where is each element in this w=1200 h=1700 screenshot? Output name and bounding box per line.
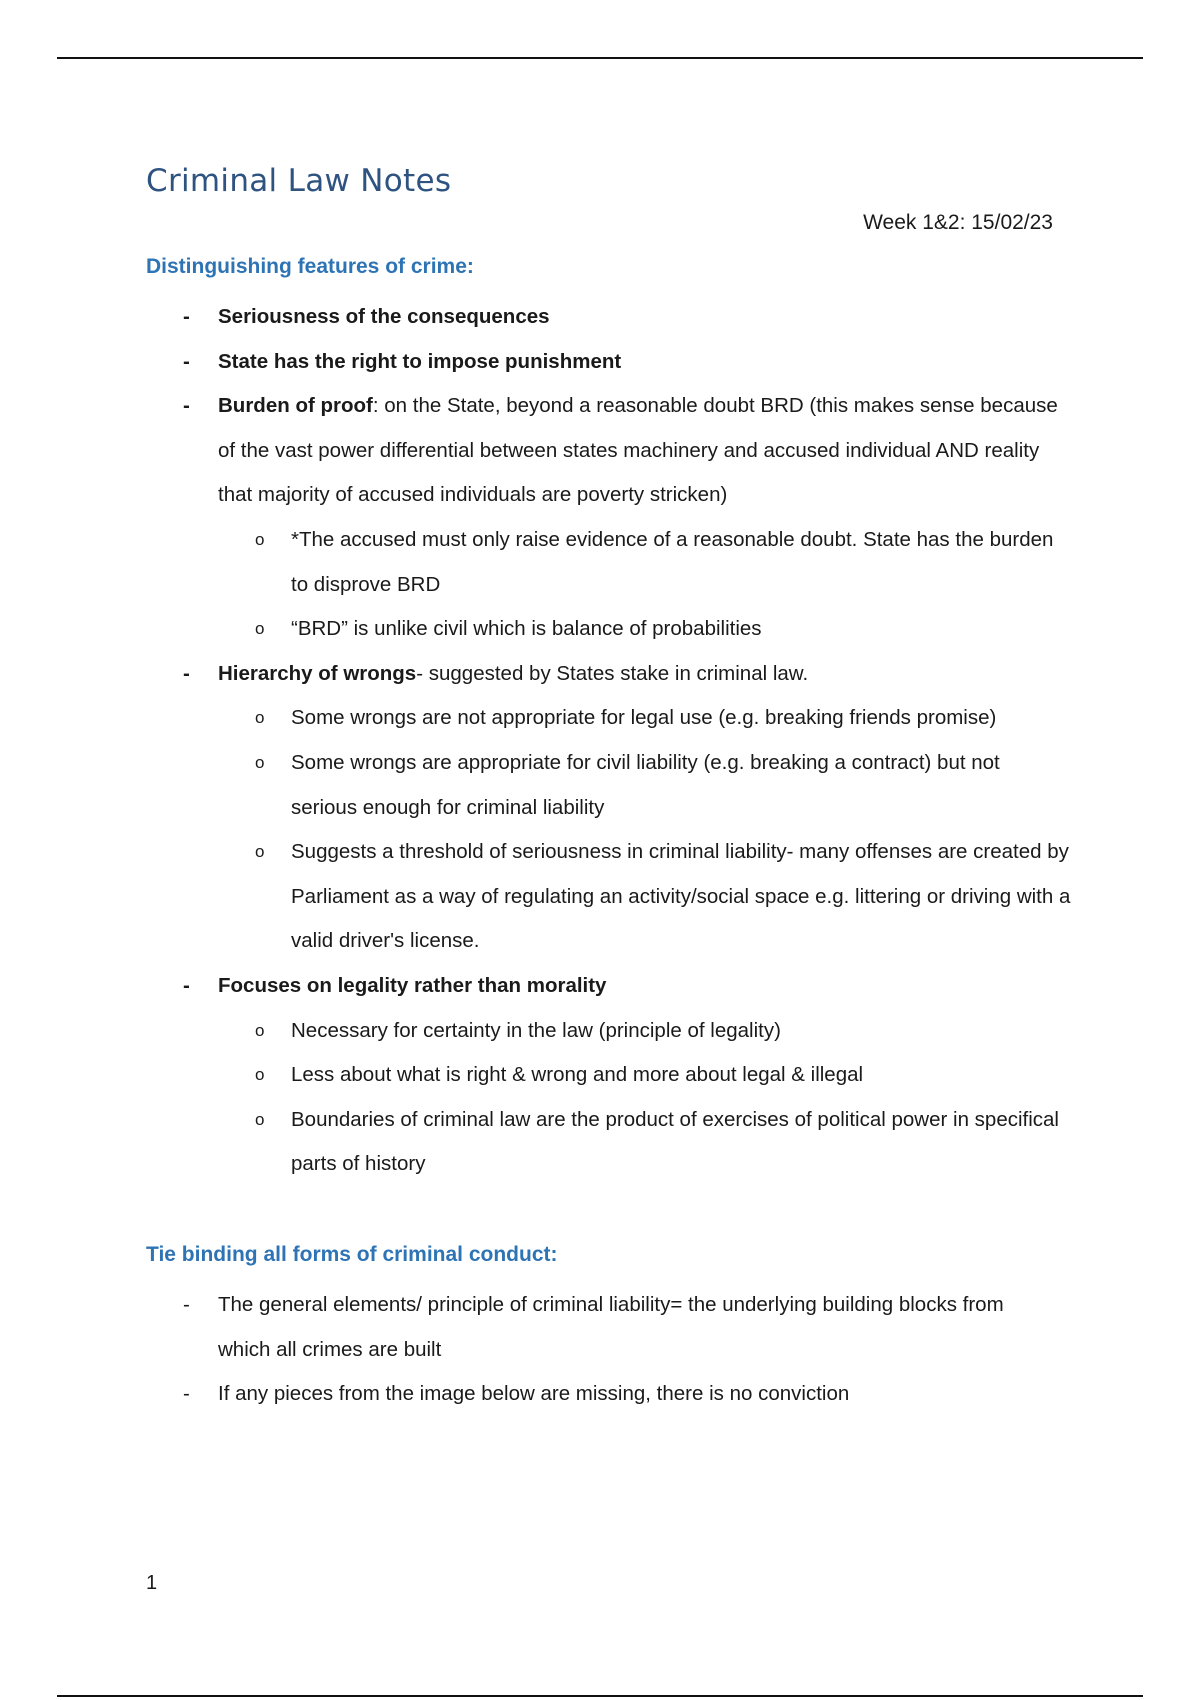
bullet-circle-icon: o bbox=[255, 619, 265, 639]
sub-list-item bbox=[218, 1053, 1071, 1098]
bullet-dash-icon: - bbox=[183, 1382, 190, 1406]
bullet-dash-icon: - bbox=[183, 661, 190, 685]
list-item bbox=[0, 295, 1058, 340]
item-bold-text: Seriousness of the consequences bbox=[218, 305, 550, 328]
sub-list-item bbox=[218, 607, 1071, 652]
item-bold-text: Focuses on legality rather than morality bbox=[218, 973, 607, 997]
bullet-dash-icon: - bbox=[183, 305, 190, 328]
date-line: Week 1&2: 15/02/23 bbox=[863, 211, 1053, 234]
sub-item-text: Some wrongs are appropriate for civil liability (e.g. breaking a contract) but not serious enough for criminal liability bbox=[291, 750, 1000, 819]
bullet-circle-icon: o bbox=[255, 708, 265, 728]
hierarchy-of-wrongs-sublist bbox=[218, 696, 1071, 964]
sub-item-text: Boundaries of criminal law are the product of exercises of political power in specifical parts of history bbox=[291, 1107, 1059, 1176]
bullet-circle-icon: o bbox=[255, 1020, 265, 1040]
bullet-dash-icon: - bbox=[183, 349, 190, 373]
burden-of-proof-sublist bbox=[218, 518, 1058, 652]
sub-item-text: “BRD” is unlike civil which is balance of probabilities bbox=[291, 617, 762, 641]
section-heading-tie-binding: Tie binding all forms of criminal conduct: bbox=[146, 1243, 558, 1266]
sub-list-item bbox=[218, 518, 1071, 607]
page-title: Criminal Law Notes bbox=[146, 163, 452, 199]
page-number: 1 bbox=[146, 1572, 158, 1594]
sub-item-text: Suggests a threshold of seriousness in criminal liability- many offenses are created by Parliament as a way of regulating an activity/social space e.g. littering or driving with a valid driver's license. bbox=[291, 840, 1071, 953]
sub-list-item bbox=[218, 741, 1071, 830]
item-text: : on the State, beyond a reasonable doubt BRD (this makes sense because of the vast power differential between states machinery and accused individual AND reality that majority of accused individuals are poverty stricken) bbox=[218, 394, 1058, 507]
list-item bbox=[0, 340, 1058, 385]
item-text: - suggested by States stake in criminal law. bbox=[416, 661, 809, 685]
section-heading-distinguishing-features: Distinguishing features of crime: bbox=[146, 255, 474, 278]
sub-item-text: *The accused must only raise evidence of a reasonable doubt. State has the burden to disprove BRD bbox=[291, 527, 1054, 596]
list-item bbox=[0, 1283, 1058, 1372]
sub-item-text: Less about what is right & wrong and more about legal & illegal bbox=[291, 1063, 864, 1087]
bullet-circle-icon: o bbox=[255, 1109, 265, 1129]
item-bold-text: State has the right to impose punishment bbox=[218, 349, 622, 373]
item-text: If any pieces from the image below are missing, there is no conviction bbox=[218, 1382, 850, 1406]
bullet-dash-icon: - bbox=[183, 1293, 190, 1316]
list-item bbox=[0, 1372, 1058, 1417]
footer-rule bbox=[57, 1695, 1143, 1697]
list-item bbox=[0, 652, 1071, 964]
bullet-dash-icon: - bbox=[183, 394, 190, 418]
legality-sublist bbox=[218, 1009, 1058, 1187]
sub-item-text: Some wrongs are not appropriate for legal use (e.g. breaking friends promise) bbox=[291, 706, 997, 730]
bullet-circle-icon: o bbox=[255, 529, 265, 549]
tie-binding-list bbox=[0, 1283, 1200, 1417]
sub-item-text: Necessary for certainty in the law (principle of legality) bbox=[291, 1018, 781, 1042]
header-rule bbox=[57, 57, 1143, 59]
item-bold-text: Hierarchy of wrongs bbox=[218, 661, 417, 685]
sub-list-item bbox=[218, 1009, 1071, 1054]
bullet-circle-icon: o bbox=[255, 752, 265, 772]
item-text: The general elements/ principle of criminal liability= the underlying building blocks from which all crimes are built bbox=[218, 1293, 1004, 1361]
sub-list-item bbox=[218, 830, 1071, 964]
item-bold-text: Burden of proof bbox=[218, 394, 373, 418]
distinguishing-features-list bbox=[0, 295, 1200, 1187]
sub-list-item bbox=[218, 1098, 1071, 1187]
bullet-circle-icon: o bbox=[255, 842, 265, 862]
sub-list-item bbox=[218, 696, 1071, 741]
bullet-circle-icon: o bbox=[255, 1065, 265, 1085]
list-item bbox=[0, 964, 1058, 1187]
bullet-dash-icon: - bbox=[183, 973, 190, 997]
list-item bbox=[0, 384, 1058, 652]
